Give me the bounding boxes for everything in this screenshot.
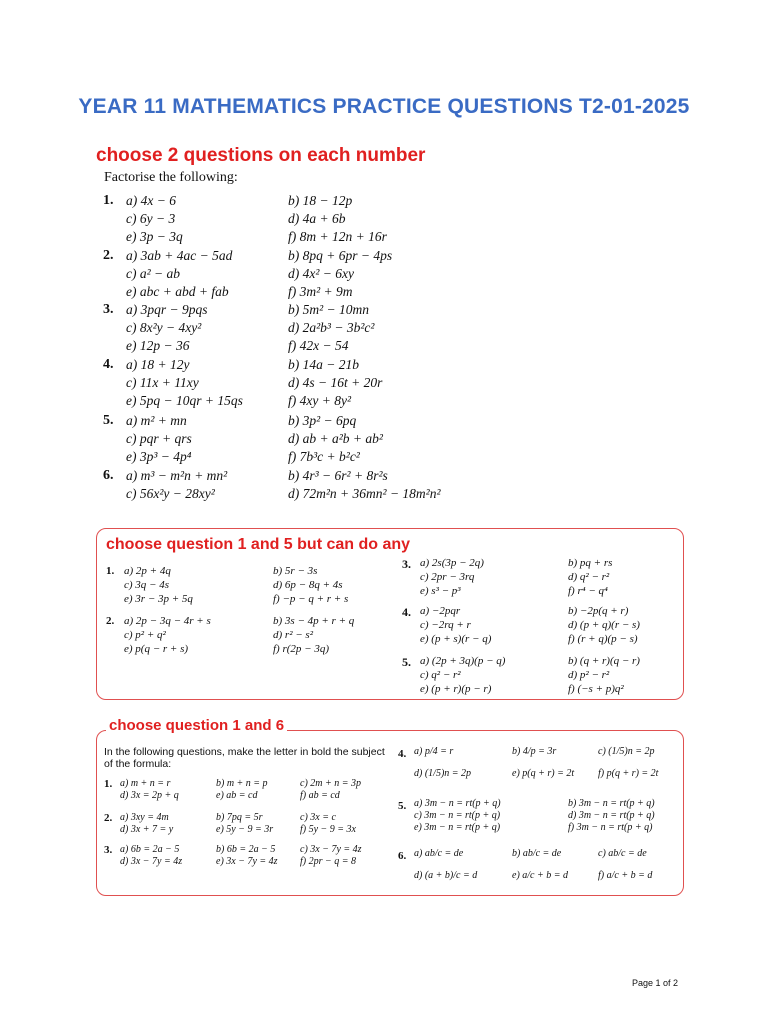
page-title: YEAR 11 MATHEMATICS PRACTICE QUESTIONS T2-01-2025: [78, 95, 690, 118]
question-item: d) 3x − 7y = 4z: [120, 856, 183, 867]
question-number: 2.: [103, 248, 114, 263]
section3-instruction: In the following questions, make the letter in bold the subject of the formula:: [104, 746, 385, 770]
question-item: f) 8m + 12n + 16r: [288, 229, 387, 244]
question-item: d) (a + b)/c = d: [414, 870, 478, 881]
section3-heading: choose question 1 and 6: [106, 717, 287, 734]
question-item: c) 2pr − 3rq: [420, 571, 475, 583]
question-number: 3.: [103, 302, 114, 317]
question-item: b) m + n = p: [216, 778, 268, 789]
question-item: a) 2s(3p − 2q): [420, 557, 484, 569]
question-item: e) 5y − 9 = 3r: [216, 824, 274, 835]
question-item: c) 3q − 4s: [124, 579, 169, 591]
section2-heading: choose question 1 and 5 but can do any: [106, 536, 411, 553]
question-item: d) 3m − n = rt(p + q): [568, 810, 655, 821]
section1-heading: choose 2 questions on each number: [96, 145, 426, 166]
question-item: b) 8pq + 6pr − 4ps: [288, 248, 393, 263]
question-item: f) 3m² + 9m: [288, 284, 353, 299]
question-item: b) 14a − 21b: [288, 357, 359, 372]
question-item: c) 8x²y − 4xy²: [126, 320, 202, 335]
question-item: a) 6b = 2a − 5: [120, 844, 180, 855]
question-item: c) 2m + n = 3p: [300, 778, 361, 789]
question-item: d) 72m²n + 36mn² − 18m²n²: [288, 486, 441, 501]
question-item: e) 5pq − 10qr + 15qs: [126, 393, 243, 408]
question-number: 1.: [104, 778, 113, 790]
question-item: f) ab = cd: [300, 790, 340, 801]
question-item: e) (p + r)(p − r): [420, 683, 492, 695]
question-item: a) 18 + 12y: [126, 357, 190, 372]
question-item: d) q² − r²: [568, 571, 610, 583]
question-item: f) (r + q)(p − s): [568, 633, 638, 645]
question-item: c) 56x²y − 28xy²: [126, 486, 215, 501]
question-item: b) pq + rs: [568, 557, 613, 569]
question-item: f) 42x − 54: [288, 338, 349, 353]
question-item: f) a/c + b = d: [598, 870, 653, 881]
question-item: e) s³ − p³: [420, 585, 461, 597]
question-item: d) p² − r²: [568, 669, 610, 681]
question-item: d) 6p − 8q + 4s: [273, 579, 343, 591]
question-item: c) −2rq + r: [420, 619, 471, 631]
question-item: a) m² + mn: [126, 413, 187, 428]
question-item: a) 2p − 3q − 4r + s: [124, 615, 211, 627]
question-number: 4.: [398, 748, 407, 760]
question-item: d) 4s − 16t + 20r: [288, 375, 383, 390]
question-item: d) 2a²b³ − 3b²c²: [288, 320, 375, 335]
question-item: c) 3m − n = rt(p + q): [414, 810, 501, 821]
question-number: 4.: [103, 357, 114, 372]
question-number: 1.: [106, 565, 115, 577]
question-item: f) r⁴ − q⁴: [568, 585, 608, 597]
question-item: d) (1/5)n = 2p: [414, 768, 472, 779]
question-item: f) −p − q + r + s: [273, 593, 349, 605]
question-item: a) 3m − n = rt(p + q): [414, 798, 501, 809]
question-item: d) 3x = 2p + q: [120, 790, 179, 801]
question-item: a) p/4 = r: [414, 746, 454, 757]
question-number: 3.: [402, 557, 411, 571]
question-item: b) 3s − 4p + r + q: [273, 615, 355, 627]
question-item: a) 2p + 4q: [124, 565, 171, 577]
question-item: f) 5y − 9 = 3x: [300, 824, 356, 835]
question-item: b) 3m − n = rt(p + q): [568, 798, 655, 809]
question-item: c) ab/c = de: [598, 848, 647, 859]
question-item: b) 18 − 12p: [288, 193, 353, 208]
question-item: d) 4x² − 6xy: [288, 266, 355, 281]
question-item: a) 3pqr − 9pqs: [126, 302, 208, 317]
question-item: c) 11x + 11xy: [126, 375, 199, 390]
question-item: a) 4x − 6: [126, 193, 176, 208]
question-item: a) m³ − m²n + mn²: [126, 468, 228, 483]
question-item: f) 2pr − q = 8: [300, 856, 356, 867]
question-item: a) ab/c = de: [414, 848, 464, 859]
question-item: b) ab/c = de: [512, 848, 562, 859]
question-item: a) (2p + 3q)(p − q): [420, 655, 506, 667]
question-item: b) 6b = 2a − 5: [216, 844, 276, 855]
question-item: b) 3p² − 6pq: [288, 413, 357, 428]
question-number: 4.: [402, 605, 411, 619]
section1-instruction: Factorise the following:: [104, 170, 238, 185]
question-item: e) 3p − 3q: [126, 229, 183, 244]
question-item: b) 4/p = 3r: [512, 746, 557, 757]
question-item: b) 5r − 3s: [273, 565, 318, 577]
question-item: e) p(q − r + s): [124, 643, 189, 655]
question-item: f) 7b³c + b²c²: [288, 449, 360, 464]
question-item: a) 3xy = 4m: [120, 812, 169, 823]
question-item: a) m + n = r: [120, 778, 171, 789]
question-item: b) 7pq = 5r: [216, 812, 263, 823]
question-item: c) (1/5)n = 2p: [598, 746, 655, 757]
question-item: a) −2pqr: [420, 605, 461, 617]
question-number: 5.: [398, 800, 407, 812]
question-item: e) a/c + b = d: [512, 870, 568, 881]
question-item: c) q² − r²: [420, 669, 461, 681]
question-item: c) p² + q²: [124, 629, 166, 641]
question-item: b) 4r³ − 6r² + 8r²s: [288, 468, 388, 483]
question-item: f) 4xy + 8y²: [288, 393, 352, 408]
question-item: d) r² − s²: [273, 629, 313, 641]
question-item: c) 3x = c: [300, 812, 336, 823]
question-item: d) 4a + 6b: [288, 211, 346, 226]
question-number: 6.: [398, 850, 407, 862]
question-item: f) r(2p − 3q): [273, 643, 329, 655]
question-item: f) (−s + p)q²: [568, 683, 624, 695]
question-item: b) −2p(q + r): [568, 605, 629, 617]
question-item: d) 3x + 7 = y: [120, 824, 174, 835]
question-item: e) 3r − 3p + 5q: [124, 593, 193, 605]
question-item: d) (p + q)(r − s): [568, 619, 640, 631]
question-number: 2.: [104, 812, 113, 824]
question-item: c) 3x − 7y = 4z: [300, 844, 362, 855]
question-item: c) pqr + qrs: [126, 431, 192, 446]
question-item: f) p(q + r) = 2t: [598, 768, 659, 779]
question-number: 3.: [104, 844, 113, 856]
question-item: a) 3ab + 4ac − 5ad: [126, 248, 233, 263]
question-item: d) ab + a²b + ab²: [288, 431, 383, 446]
page-footer: Page 1 of 2: [631, 978, 678, 988]
question-item: e) p(q + r) = 2t: [512, 768, 575, 779]
question-item: e) 3m − n = rt(p + q): [414, 822, 501, 833]
question-item: e) 3x − 7y = 4z: [216, 856, 278, 867]
question-item: e) (p + s)(r − q): [420, 633, 492, 645]
question-item: e) ab = cd: [216, 790, 258, 801]
question-item: e) 12p − 36: [126, 338, 190, 353]
question-item: f) 3m − n = rt(p + q): [568, 822, 653, 833]
question-item: b) 5m² − 10mn: [288, 302, 370, 317]
question-item: e) abc + abd + fab: [126, 284, 229, 299]
question-number: 2.: [106, 615, 115, 627]
question-item: c) a² − ab: [126, 266, 181, 281]
question-number: 1.: [103, 193, 114, 208]
question-item: e) 3p³ − 4p⁴: [126, 449, 192, 464]
question-item: c) 6y − 3: [126, 211, 176, 226]
question-item: b) (q + r)(q − r): [568, 655, 640, 667]
question-number: 5.: [402, 655, 411, 669]
question-number: 5.: [103, 413, 114, 428]
question-number: 6.: [103, 468, 114, 483]
